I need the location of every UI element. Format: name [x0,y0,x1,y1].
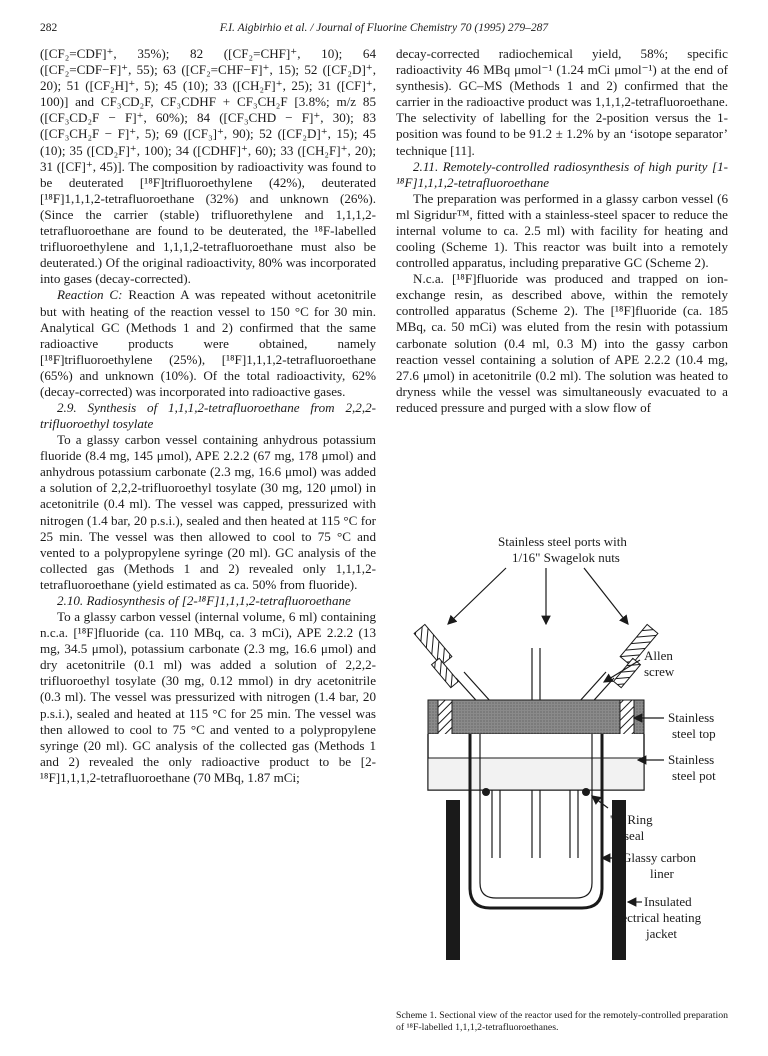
reaction-c-label: Reaction C: [57,287,123,303]
label-jacket-1: Insulated [644,894,692,909]
label-oring-1: 'O' Ring [610,812,653,827]
paragraph-mass-spec: ([CF₂=CDF]⁺, 35%); 82 ([CF₂=CHF]⁺, 10); 64 ([CF₂=CDF−F]⁺, 55); 63 ([CF₂=CHF−F]⁺, 15); 52 ([CF₂D]⁺, 20); 51 ([CF₂H]⁺, 5); 45 (10); 33 ([CH₂F]⁺, 25); 31 ([CF]⁺, 100)] and CF₃CD₂F, CF₃CDHF + CF₃CH₂F [3.8%; m/z 85 ([CF₃CD₂F − F]⁺, 60%); 84 ([CF₃CHD − F]⁺, 30); 83 ([CF₃CH₂F − F]⁺, 5); 69 ([CF₃]⁺, 90); 52 ([CF₂D]⁺, 15); 45 (10); 35 ([CD₂F]⁺, 100); 34 ([CDHF]⁺, 60); 33 ([CH₂F]⁺, 20); 31 ([CF]⁺, 45)]. The composition by radioactivity was found to be deuterated [¹⁸F]trifluoroethylene (42%), deuterated [¹⁸F]1,1,1,2-tetrafluoroethane (32%) and unknown (26%). (Since the carrier (stable) trifluorethylene and 1,1,1,2-tetrafluoroethane are found to be deuterated, the ¹⁸F-labelled trifluoroethylene and 1,1,1,2-tetrafluoroethane must also be deuterated.) Of the original radioactivity, 80% was incorporated into gases (decay-corrected). [40,46,376,287]
figure-caption: Scheme 1. Sectional view of the reactor used for the remotely-controlled preparation of ¹⁸F-labelled 1,1,1,2-tetrafluoroethanes. [396,1010,728,1033]
arrow-port-right [584,568,628,624]
section-2-11-title: 2.11. Remotely-controlled radiosynthesis of high purity [1-¹⁸F]1,1,1,2-tetrafluoroethane [396,158,728,190]
label-liner-2: liner [650,866,674,881]
heating-jacket-left [446,800,460,960]
label-jacket-3: jacket [646,926,678,941]
label-top-2: steel top [672,726,716,741]
label-jacket-2: electrical heating [612,910,702,925]
paragraph-continuation: decay-corrected radiochemical yield, 58%; specific radioactivity 46 MBq μmol⁻¹ (1.24 mCi μmol⁻¹) at the end of synthesis). GC–MS (Methods 1 and 2) confirmed that the carrier in the radioactive product was 1,1,1,2-tetrafluoroethane. The selectivity of labelling for the 2-position versus the 1-position was found to be 91.2 ± 1.2% by an ‘isotope separator’ technique [11]. [396,46,728,158]
o-ring-left [482,788,490,796]
right-column [396,46,728,416]
label-top-1: Stainless [668,710,715,725]
label-allen-2: screw [644,664,675,679]
arrow-port-left [448,568,506,624]
section-2-10-paragraph: To a glassy carbon vessel (internal volume, 6 ml) containing n.c.a. [¹⁸F]fluoride (ca. 110 MBq, ca. 3 mCi), APE 2.2.2 (13 mg, 34.5 μmol), potassium carbonate (2.3 mg, 16.6 μmol) and dry acetonitrile (0.1 ml) was added a solution of 2,2,2-trifluoroethyl tosylate (30 mg, 0.12 mmol) in dry acetonitrile (0.3 ml). The vessel was pressurized with nitrogen (1.4 bar, 20 p.s.i.), sealed and heated at 115 °C for 25 min. The vessel was then allowed to cool to 75 °C and vented to a polypropylene syringe (20 ml). GC analysis of the collected gas (Methods 1 and 2) revealed the only radioactive product to be [2-¹⁸F]1,1,1,2-tetrafluoroethane (70 MBq, 1.87 mCi; [40,609,376,785]
section-2-9-paragraph: To a glassy carbon vessel containing anhydrous potassium fluoride (8.4 mg, 145 μmol), APE 2.2.2 (67 mg, 178 μmol) and anhydrous potassium carbonate (2.3 mg, 16.6 μmol) was added a solution of 2,2,2-trifluoroethyl tosylate (30 mg, 120 μmol) in acetonitrile (0.4 ml). The vessel was capped, pressurized with nitrogen (1.4 bar, 20 p.s.i.), sealed and then heated at 115 °C for 25 min. The vessel was then allowed to cool to 75 °C and vented to a polypropylene syringe (20 ml). GC analysis of the collected gas (Methods 1 and 2) revealed only 1,1,1,2-tetrafluoroethane (yield estimated as ca. 50% from fluoride). [40,432,376,592]
label-pot-1: Stainless [668,752,715,767]
reactor-diagram [396,528,728,1008]
label-ports-line1: Stainless steel ports with [498,534,627,549]
stainless-steel-top [428,700,644,734]
section-2-11-paragraph-2: N.c.a. [¹⁸F]fluoride was produced and trapped on ion-exchange resin, as described above, within the remotely controlled apparatus (Scheme 2). The [¹⁸F]fluoride (ca. 185 MBq, ca. 50 mCi) was eluted from the resin with potassium carbonate solution (0.4 ml, 0.3 M) into the gassy carbon reaction vessel containing a solution of APE 2.2.2 (10.4 mg, 27.6 μmol) in acetonitrile (0.2 ml). The solution was heated to dryness while the vessel was simultaneously evacuated to a reduced pressure and purged with a slow flow of [396,271,728,415]
page-header [40,22,728,40]
reaction-c-text: Reaction A was repeated without acetonitrile but with heating of the reaction vessel to 150 °C for 30 min. Analytical GC (Methods 1 and 2) confirmed that the same radioactive products were obtained, namely [¹⁸F]trifluoroethylene (25%), [¹⁸F]1,1,1,2-tetrafluoroethane (65%) and unknown (10%). Of the total radioactivity, 62% (decay-corrected) was incorporated into radioactive gases. [40,287,377,399]
label-oring-2: seal [624,828,645,843]
label-allen-1: Allen [644,648,673,663]
left-column [40,46,376,786]
running-head: F.I. Aigbirhio et al. / Journal of Fluorine Chemistry 70 (1995) 279–287 [219,22,549,34]
label-ports-line2: 1/16" Swagelok nuts [512,550,620,565]
port-left [414,624,458,687]
reactor-scheme-figure [396,528,728,1048]
paragraph-reaction-c [40,287,376,400]
section-2-9-title: 2.9. Synthesis of 1,1,1,2-tetrafluoroethane from 2,2,2-trifluoroethyl tosylate [40,400,376,432]
label-pot-2: steel pot [672,768,716,783]
label-liner-1: Glassy carbon [622,850,697,865]
page-number: 282 [40,22,58,34]
o-ring-right [582,788,590,796]
section-2-10-title: 2.10. Radiosynthesis of [2-¹⁸F]1,1,1,2-tetrafluoroethane [57,593,351,608]
section-2-11-paragraph-1: The preparation was performed in a glassy carbon vessel (6 ml Sigridur™, fitted with a stainless-steel spacer to reduce the internal volume to ca. 2.5 ml) with facility for heating and cooling (Scheme 1). This reactor was built into a remotely controlled apparatus, including preparative GC (Scheme 2). [396,190,728,271]
